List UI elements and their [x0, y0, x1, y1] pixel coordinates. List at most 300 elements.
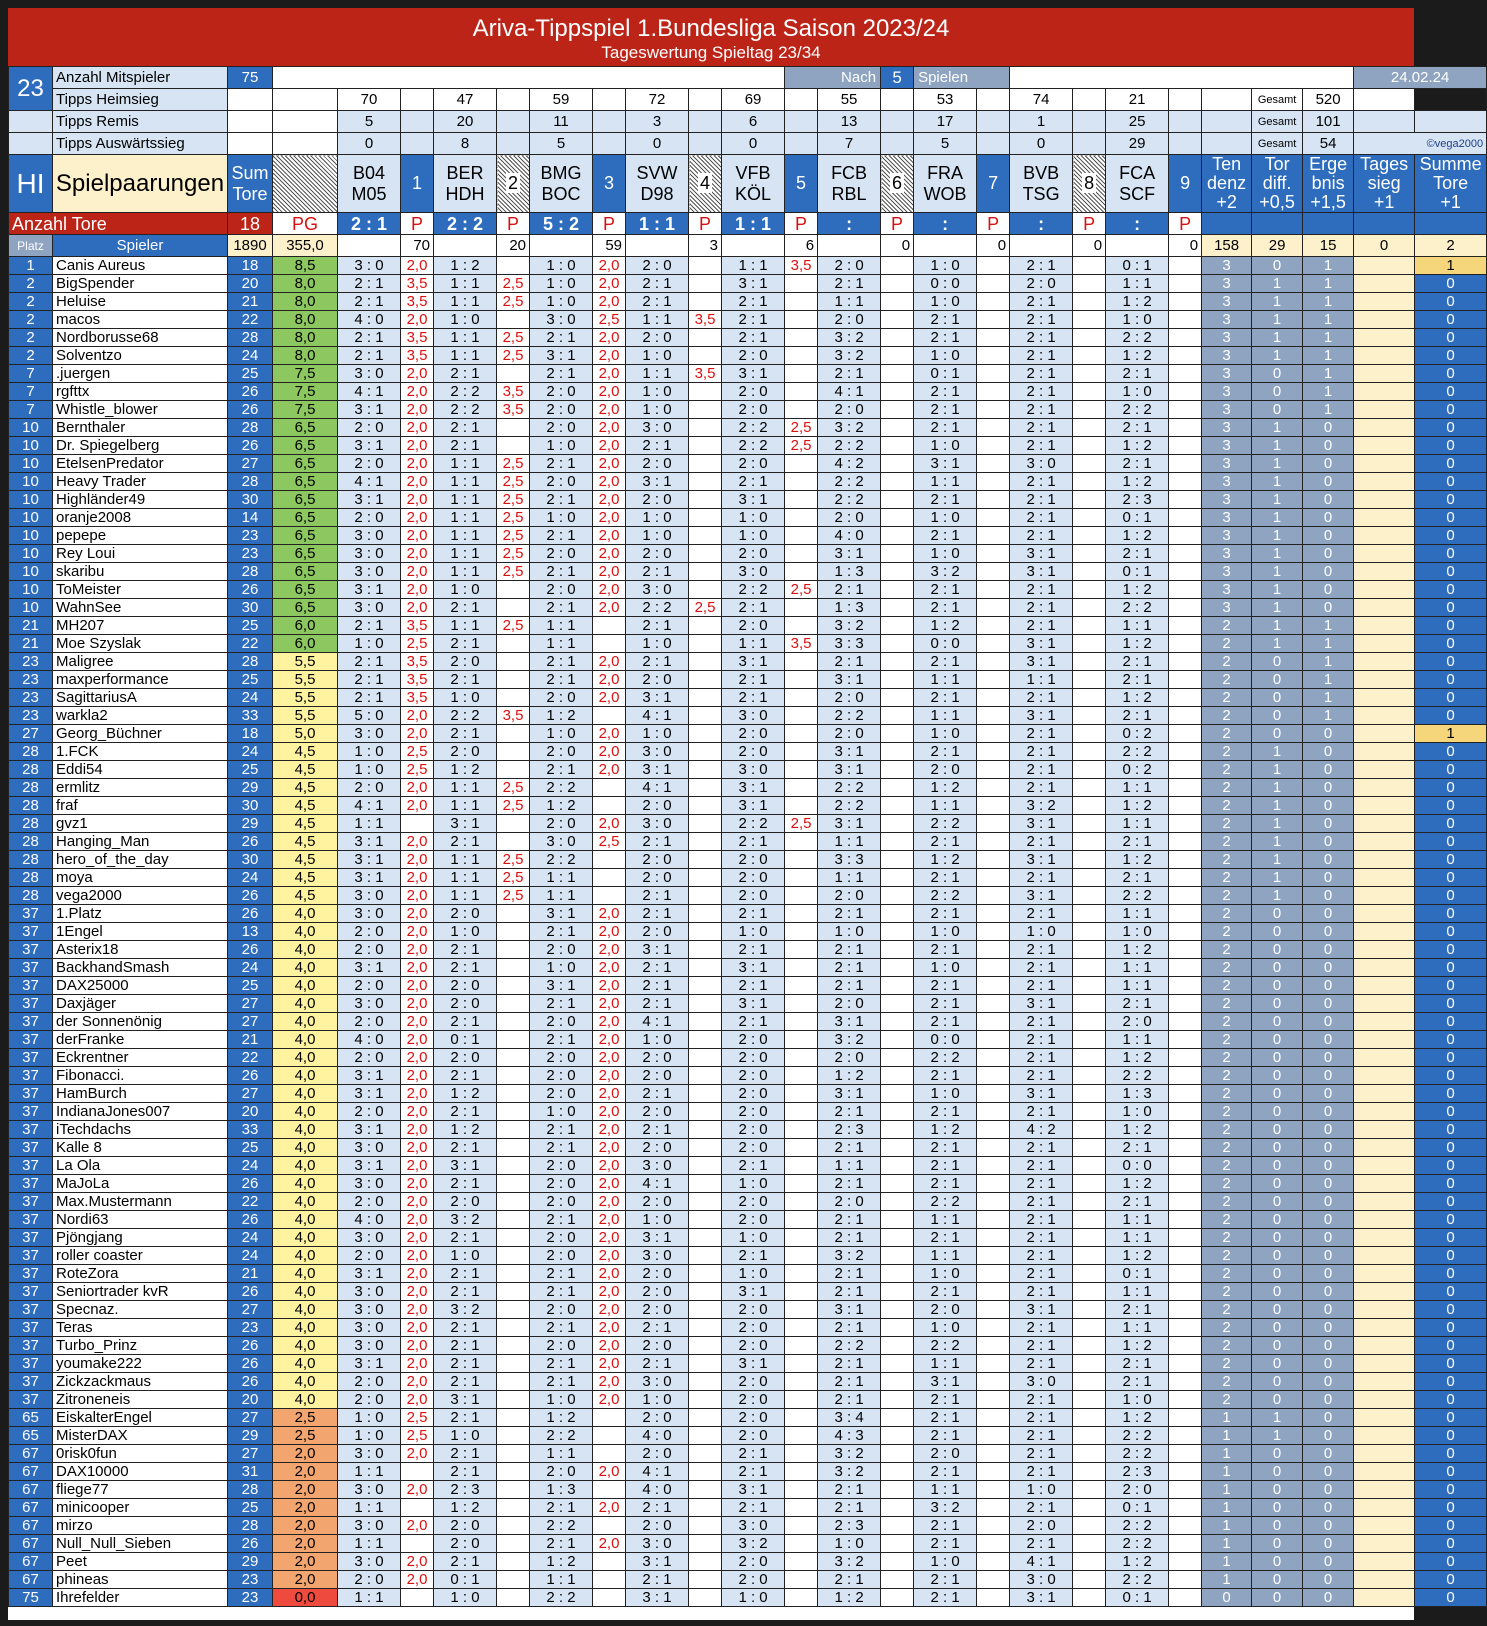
rank: 67 [9, 1553, 53, 1571]
tip: 2 : 0 [722, 383, 785, 401]
tip: 2 : 0 [338, 509, 401, 527]
goal-diff-points: 0 [1252, 1103, 1303, 1121]
extra-l3: +1 [1440, 192, 1461, 212]
day-points: 4,0 [273, 1085, 338, 1103]
goal-sum: 30 [228, 851, 273, 869]
tip: 2 : 1 [1106, 1139, 1169, 1157]
tip: 2 : 2 [530, 1427, 593, 1445]
goal-sum-hit: 0 [1415, 1571, 1487, 1589]
tip-points [1073, 1481, 1106, 1499]
goal-diff-points: 0 [1252, 1391, 1303, 1409]
tip: 3 : 1 [1010, 1301, 1073, 1319]
tip-points [1169, 293, 1202, 311]
tip-points [1169, 941, 1202, 959]
goal-sum-hit: 0 [1415, 1031, 1487, 1049]
tip-points [977, 1589, 1010, 1607]
tip-points [689, 383, 722, 401]
player-name: vega2000 [53, 887, 228, 905]
tip: 3 : 2 [818, 1445, 881, 1463]
goal-sum-hit: 0 [1415, 635, 1487, 653]
tip-points: 3,5 [497, 707, 530, 725]
day-points: 6,0 [273, 635, 338, 653]
tip-points: 2,0 [401, 599, 434, 617]
tip: 1 : 2 [1106, 689, 1169, 707]
tip: 2 : 1 [1106, 419, 1169, 437]
tip: 0 : 1 [434, 1571, 497, 1589]
tip: 3 : 1 [722, 491, 785, 509]
extra-l3: +0,5 [1259, 192, 1295, 212]
player-name: Zickzackmaus [53, 1373, 228, 1391]
player-name: Heluise [53, 293, 228, 311]
tip: 2 : 2 [818, 491, 881, 509]
tip: 2 : 1 [722, 599, 785, 617]
tip: 1 : 2 [434, 1499, 497, 1517]
tip-points [1169, 1013, 1202, 1031]
tip: 3 : 1 [338, 1121, 401, 1139]
tip-points [1169, 1427, 1202, 1445]
day-win [1354, 1319, 1415, 1337]
tip: 2 : 0 [722, 401, 785, 419]
tip-points [785, 1301, 818, 1319]
tip: 2 : 0 [722, 1193, 785, 1211]
tip-points [977, 833, 1010, 851]
spacer [1415, 111, 1487, 133]
rank: 10 [9, 419, 53, 437]
player-name: MaJoLa [53, 1175, 228, 1193]
goal-sum-hit: 0 [1415, 1211, 1487, 1229]
tip: 2 : 2 [722, 581, 785, 599]
tip: 2 : 1 [338, 617, 401, 635]
tip: 1 : 2 [1106, 1121, 1169, 1139]
tip-points [977, 635, 1010, 653]
day-win [1354, 581, 1415, 599]
tip-points [881, 275, 914, 293]
tip: 3 : 0 [338, 365, 401, 383]
day-points: 4,0 [273, 1157, 338, 1175]
total-label: Gesamt [1252, 89, 1303, 111]
goal-sum: 22 [228, 311, 273, 329]
tip: 2 : 1 [1010, 1247, 1073, 1265]
tip: 1 : 2 [1106, 1553, 1169, 1571]
players-label: Anzahl Mitspieler [53, 67, 228, 89]
tip: 0 : 0 [914, 1031, 977, 1049]
tip: 2 : 1 [1010, 779, 1073, 797]
tip: 2 : 1 [914, 329, 977, 347]
goal-sum-hit: 0 [1415, 959, 1487, 977]
tip-points [785, 1121, 818, 1139]
day-win [1354, 743, 1415, 761]
tip-points [689, 977, 722, 995]
goal-sum-hit: 0 [1415, 329, 1487, 347]
goal-sum-hit: 0 [1415, 797, 1487, 815]
goal-diff-points: 0 [1252, 257, 1303, 275]
tip: 2 : 1 [914, 581, 977, 599]
tip-points: 2,5 [497, 869, 530, 887]
goal-sum-hit: 0 [1415, 941, 1487, 959]
day-points: 4,0 [273, 995, 338, 1013]
tip-points [497, 653, 530, 671]
player-name: Dr. Spiegelberg [53, 437, 228, 455]
tip-points: 2,0 [593, 1301, 626, 1319]
player-name: BigSpender [53, 275, 228, 293]
tip: 2 : 0 [530, 815, 593, 833]
tip-points [1073, 1445, 1106, 1463]
player-name: mirzo [53, 1517, 228, 1535]
tip: 3 : 0 [530, 833, 593, 851]
tip-points: 2,0 [401, 401, 434, 419]
match-index: 4 [699, 173, 710, 193]
player-name: WahnSee [53, 599, 228, 617]
spacer [593, 89, 626, 111]
tip: 2 : 2 [1106, 329, 1169, 347]
day-points: 4,5 [273, 797, 338, 815]
tip: 2 : 2 [530, 1517, 593, 1535]
goal-diff-points: 1 [1252, 509, 1303, 527]
tendency-points: 2 [1202, 1175, 1252, 1193]
tip-points [881, 1193, 914, 1211]
tip-points: 2,0 [401, 1391, 434, 1409]
sheet-row [9, 1301, 1487, 1319]
tip-points: 2,0 [401, 365, 434, 383]
day-win [1354, 725, 1415, 743]
sheet-row [9, 1571, 1487, 1589]
goal-sum: 33 [228, 1121, 273, 1139]
tip-points [497, 1409, 530, 1427]
tip-points: 3,5 [497, 383, 530, 401]
tendency-points: 2 [1202, 815, 1252, 833]
tip: 2 : 2 [722, 437, 785, 455]
goal-sum-hit: 0 [1415, 1445, 1487, 1463]
day-win [1354, 1517, 1415, 1535]
tip: 2 : 1 [626, 1319, 689, 1337]
tip-points: 2,0 [401, 905, 434, 923]
tip-points [497, 599, 530, 617]
tip: 1 : 3 [818, 563, 881, 581]
tip: 2 : 1 [914, 599, 977, 617]
tip-points [785, 1499, 818, 1517]
tendency-points: 2 [1202, 1229, 1252, 1247]
tip-points [689, 1139, 722, 1157]
tip-points [881, 383, 914, 401]
tendency-points: 2 [1202, 1373, 1252, 1391]
tip-points [497, 1427, 530, 1445]
rank: 37 [9, 1067, 53, 1085]
tip-points [1073, 1337, 1106, 1355]
day-win [1354, 653, 1415, 671]
tip-points [689, 923, 722, 941]
tip: 2 : 0 [530, 1337, 593, 1355]
tip-points [1169, 1337, 1202, 1355]
tip-points: 2,0 [401, 1319, 434, 1337]
result-points: 1 [1303, 383, 1354, 401]
player-name: Ihrefelder [53, 1589, 228, 1607]
tip: 1 : 2 [818, 1067, 881, 1085]
goal-diff-points: 0 [1252, 1553, 1303, 1571]
day-win [1354, 419, 1415, 437]
tip: 2 : 0 [722, 1427, 785, 1445]
away-team: D98 [640, 183, 674, 204]
sheet-row [9, 905, 1487, 923]
tip: 2 : 1 [1010, 941, 1073, 959]
tip-points [881, 1049, 914, 1067]
day-points: 6,5 [273, 545, 338, 563]
tip-points [497, 257, 530, 275]
goal-sum: 27 [228, 1085, 273, 1103]
tip-points [785, 761, 818, 779]
tip: 2 : 1 [818, 1175, 881, 1193]
goal-diff-points: 1 [1252, 1427, 1303, 1445]
tip: 2 : 1 [1106, 455, 1169, 473]
tip-points [977, 491, 1010, 509]
tip: 3 : 1 [338, 1265, 401, 1283]
day-win [1354, 815, 1415, 833]
tip: 2 : 1 [626, 887, 689, 905]
goal-sum-hit: 0 [1415, 743, 1487, 761]
result-points: 0 [1303, 1553, 1354, 1571]
result-points: 0 [1303, 725, 1354, 743]
title-bar [8, 8, 1414, 66]
goal-diff-points: 1 [1252, 455, 1303, 473]
goal-sum: 25 [228, 1499, 273, 1517]
tip-points [689, 887, 722, 905]
tip-points [497, 365, 530, 383]
tip: 3 : 1 [722, 1481, 785, 1499]
tip: 2 : 1 [818, 1211, 881, 1229]
tip-points: 2,0 [593, 599, 626, 617]
tip-points [593, 1553, 626, 1571]
day-win [1354, 617, 1415, 635]
sheet-row [9, 473, 1487, 491]
tip: 1 : 0 [914, 293, 977, 311]
goal-sum-hit: 0 [1415, 1139, 1487, 1157]
day-win [1354, 527, 1415, 545]
goal-sum-hit: 0 [1415, 581, 1487, 599]
tip-points [881, 1427, 914, 1445]
tip: 2 : 0 [530, 401, 593, 419]
goal-sum: 28 [228, 1481, 273, 1499]
day-points: 4,0 [273, 977, 338, 995]
tip-points [1073, 707, 1106, 725]
day-win [1354, 1409, 1415, 1427]
tip-points [1169, 1535, 1202, 1553]
tip-points [977, 1499, 1010, 1517]
rank: 75 [9, 1589, 53, 1607]
tip: 2 : 1 [914, 1013, 977, 1031]
tip: 3 : 2 [914, 1499, 977, 1517]
tip-points: 2,0 [593, 1373, 626, 1391]
sheet-row [9, 491, 1487, 509]
tip-points [1169, 923, 1202, 941]
tip: 1 : 1 [530, 869, 593, 887]
day-win [1354, 635, 1415, 653]
tip-points: 2,5 [497, 851, 530, 869]
goal-diff-points: 0 [1252, 923, 1303, 941]
tendency-points: 2 [1202, 779, 1252, 797]
extra-sum: 2 [1415, 235, 1487, 257]
player-name: RoteZora [53, 1265, 228, 1283]
tip: 2 : 0 [1106, 1481, 1169, 1499]
tip-points: 2,0 [401, 1013, 434, 1031]
day-win [1354, 437, 1415, 455]
tip: 1 : 0 [626, 1031, 689, 1049]
home-team: SVW [636, 162, 678, 183]
tendency-points: 3 [1202, 437, 1252, 455]
tip: 2 : 0 [530, 419, 593, 437]
rank: 67 [9, 1535, 53, 1553]
goal-sum: 29 [228, 1553, 273, 1571]
rank: 10 [9, 563, 53, 581]
spacer [1354, 89, 1415, 111]
tip: 3 : 1 [1010, 887, 1073, 905]
spacer [1169, 89, 1202, 111]
tip: 5 : 0 [338, 707, 401, 725]
tip: 2 : 0 [530, 1463, 593, 1481]
tip-points: 2,0 [593, 437, 626, 455]
rank: 28 [9, 797, 53, 815]
tendency-points: 2 [1202, 851, 1252, 869]
home-tips-count: 74 [1010, 89, 1073, 111]
goal-sum: 25 [228, 365, 273, 383]
tip-points [689, 1049, 722, 1067]
tip: 2 : 1 [818, 1103, 881, 1121]
spacer [1106, 235, 1169, 257]
goal-sum-hit: 0 [1415, 599, 1487, 617]
tip-points [785, 365, 818, 383]
goal-sum-hit: 0 [1415, 905, 1487, 923]
result-points: 0 [1303, 1283, 1354, 1301]
tip: 2 : 1 [914, 1103, 977, 1121]
tip-points: 2,0 [401, 779, 434, 797]
tip-points [785, 725, 818, 743]
day-points: 8,0 [273, 293, 338, 311]
tip: 2 : 1 [914, 419, 977, 437]
tip-points: 2,0 [593, 1139, 626, 1157]
tip-points [1169, 1445, 1202, 1463]
rank: 37 [9, 959, 53, 977]
match-5-teams [722, 155, 785, 213]
tip: 2 : 1 [626, 1085, 689, 1103]
tip-points [497, 311, 530, 329]
day-win [1354, 1265, 1415, 1283]
tip-points: 2,0 [593, 1049, 626, 1067]
tip-points [881, 797, 914, 815]
tip-points [1073, 1265, 1106, 1283]
goal-diff-points: 0 [1252, 1193, 1303, 1211]
tip: 2 : 0 [722, 455, 785, 473]
player-name: 1.FCK [53, 743, 228, 761]
player-name: Highländer49 [53, 491, 228, 509]
day-win [1354, 1499, 1415, 1517]
goal-sum: 26 [228, 1067, 273, 1085]
tip: 3 : 1 [626, 1229, 689, 1247]
spacer [1073, 133, 1106, 155]
tip: 2 : 1 [1010, 1049, 1073, 1067]
tip-points [689, 1337, 722, 1355]
goal-sum-hit: 0 [1415, 401, 1487, 419]
tip: 2 : 0 [530, 689, 593, 707]
result-points: 0 [1303, 1409, 1354, 1427]
goal-sum: 22 [228, 635, 273, 653]
tip: 2 : 1 [914, 1571, 977, 1589]
tip-points [689, 1175, 722, 1193]
result-points: 0 [1303, 851, 1354, 869]
tip: 1 : 1 [434, 545, 497, 563]
tip-points [1073, 473, 1106, 491]
match-result: : [914, 213, 977, 235]
tip: 3 : 1 [626, 1553, 689, 1571]
tip: 2 : 2 [818, 797, 881, 815]
tip: 1 : 1 [434, 851, 497, 869]
day-points: 4,0 [273, 923, 338, 941]
goal-diff-points: 1 [1252, 419, 1303, 437]
tip: 2 : 1 [434, 437, 497, 455]
tip-points [785, 1319, 818, 1337]
tip: 1 : 1 [626, 311, 689, 329]
goal-sum: 27 [228, 1445, 273, 1463]
goal-sum: 25 [228, 671, 273, 689]
rank: 37 [9, 1373, 53, 1391]
spacer [977, 133, 1010, 155]
player-name: fliege77 [53, 1481, 228, 1499]
tip-points [689, 743, 722, 761]
day-points: 6,5 [273, 473, 338, 491]
tip: 3 : 1 [530, 905, 593, 923]
tip: 1 : 0 [722, 923, 785, 941]
match-index: 7 [988, 173, 999, 193]
tip-points [689, 905, 722, 923]
day-win [1354, 311, 1415, 329]
tip-points [1169, 1391, 1202, 1409]
goal-sum-hit: 0 [1415, 509, 1487, 527]
tip-points [881, 1121, 914, 1139]
tip-points [689, 1589, 722, 1607]
goal-sum: 25 [228, 761, 273, 779]
tip-points: 2,0 [593, 1211, 626, 1229]
player-name: Seniortrader kvR [53, 1283, 228, 1301]
rank: 37 [9, 1049, 53, 1067]
goal-sum-hit: 0 [1415, 1175, 1487, 1193]
tip: 2 : 2 [1106, 1517, 1169, 1535]
tip-points [1073, 1463, 1106, 1481]
tip: 2 : 1 [818, 1229, 881, 1247]
tip: 1 : 2 [1106, 1175, 1169, 1193]
tip: 1 : 0 [1106, 1103, 1169, 1121]
spacer [1202, 111, 1252, 133]
goal-sum: 26 [228, 581, 273, 599]
tip-points [881, 1013, 914, 1031]
tip-points [593, 1517, 626, 1535]
rank: 21 [9, 635, 53, 653]
tip: 4 : 2 [1010, 1121, 1073, 1139]
tip-points [977, 1319, 1010, 1337]
tip: 3 : 3 [818, 851, 881, 869]
tip: 2 : 3 [434, 1481, 497, 1499]
tip: 3 : 1 [338, 1085, 401, 1103]
day-points: 4,5 [273, 815, 338, 833]
tendency-points: 2 [1202, 995, 1252, 1013]
sheet-row [9, 1517, 1487, 1535]
sheet-row [9, 89, 1487, 111]
tip: 1 : 1 [434, 779, 497, 797]
player-name: pepepe [53, 527, 228, 545]
tip-points [1169, 779, 1202, 797]
tip-points [689, 419, 722, 437]
tip-points: 2,0 [593, 689, 626, 707]
rank: 37 [9, 1337, 53, 1355]
tip: 3 : 1 [722, 365, 785, 383]
tip-points [1169, 1139, 1202, 1157]
tip: 3 : 1 [722, 1283, 785, 1301]
